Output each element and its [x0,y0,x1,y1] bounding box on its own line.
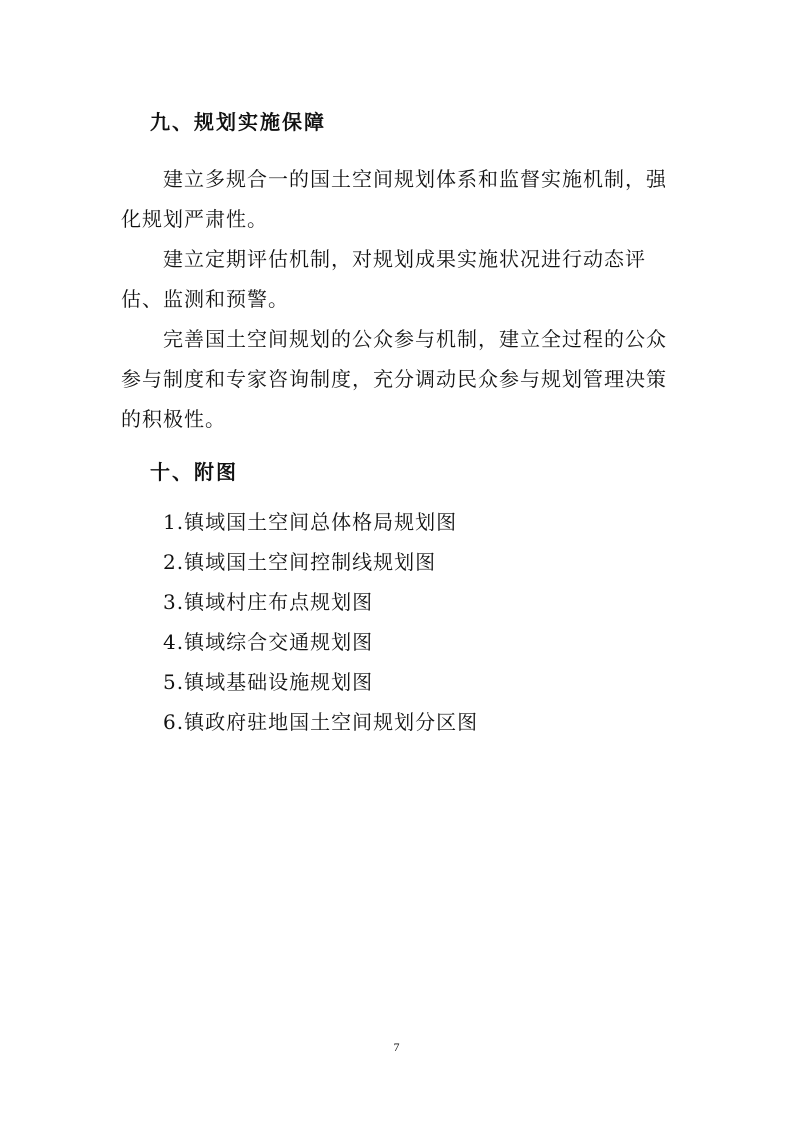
list-item: 4.镇域综合交通规划图 [163,630,374,654]
list-item: 2.镇域国土空间控制线规划图 [163,550,437,574]
section-heading-appendix-figures: 十、附图 [150,460,238,484]
list-item: 6.镇政府驻地国土空间规划分区图 [163,710,479,734]
figure-list [163,502,478,742]
list-item: 3.镇域村庄布点规划图 [163,590,374,614]
paragraph-planning-system: 建立多规合一的国土空间规划体系和监督实施机制，强化规划严肃性。 [121,167,667,231]
list-item: 5.镇域基础设施规划图 [163,670,374,694]
paragraph-evaluation-mechanism: 建立定期评估机制，对规划成果实施状况进行动态评估、监测和预警。 [121,247,646,311]
list-item: 1.镇域国土空间总体格局规划图 [163,510,458,534]
section-heading-implementation: 九、规划实施保障 [150,110,326,134]
paragraph-public-participation: 完善国土空间规划的公众参与机制，建立全过程的公众参与制度和专家咨询制度，充分调动民众参与规划管理决策的积极性。 [121,327,667,431]
page-number: 7 [393,1040,400,1054]
